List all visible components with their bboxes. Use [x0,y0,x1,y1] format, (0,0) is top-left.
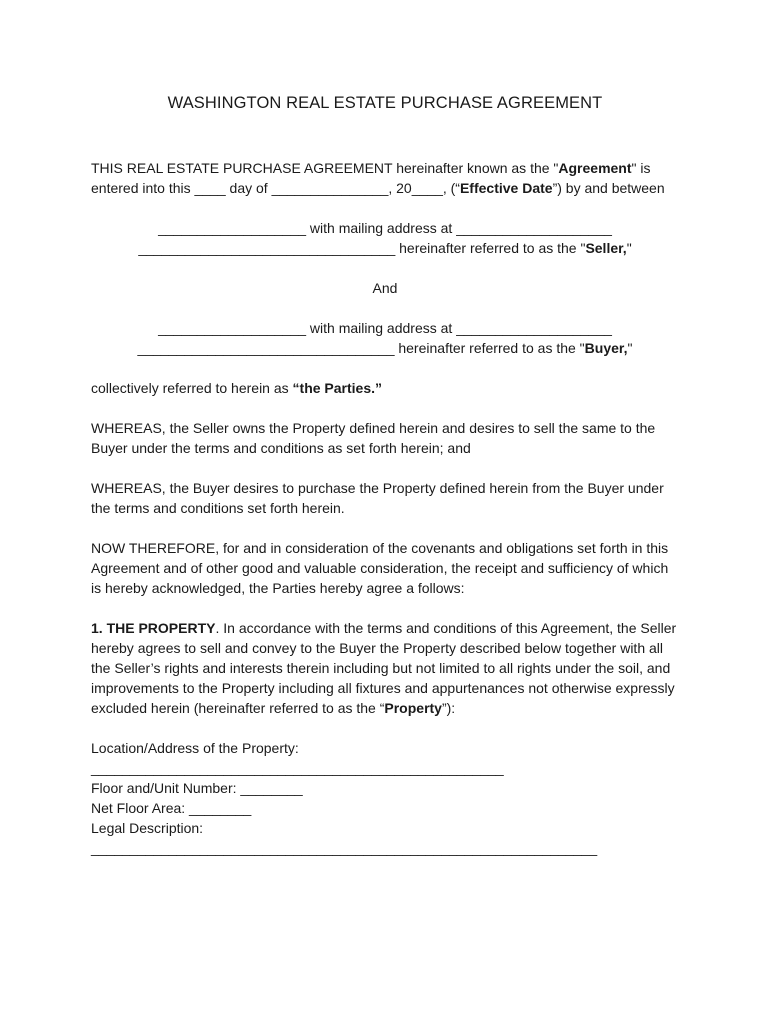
seller-line-2-end: " [626,240,632,256]
property-text: . In accordance with the terms and conditions of this Agreement, the Seller hereby agrees to sell and convey to the Buyer the Property described below together with all the Seller’s rights and interests therein including but not limited to all rights under the soil, and improvements to the Property including all fixtures and appurtenances not otherwise expressly excluded herein (hereinafter referred to as the “ [91,620,677,716]
parties-text: collectively referred to herein as [91,380,293,396]
floor-unit-field[interactable]: Floor and/Unit Number: ________ [91,780,303,796]
whereas-buyer-paragraph: WHEREAS, the Buyer desires to purchase the Property defined herein from the Buyer under the terms and conditions set forth herein. [91,480,664,516]
seller-block [91,218,679,258]
buyer-line-2 [91,338,679,358]
buyer-term: Buyer, [584,340,628,356]
parties-term: “the Parties.” [292,380,383,396]
intro-paragraph [91,158,681,198]
location-label: Location/Address of the Property: [91,740,299,756]
seller-line-2 [91,238,679,258]
legal-description-label: Legal Description: [91,820,204,836]
intro-text-2: " is entered into this ____ day of _______________, 20____, (“ [91,160,651,196]
agreement-term: Agreement [558,160,632,176]
property-term: Property [384,700,442,716]
parties-paragraph [91,378,681,398]
seller-line-1: ___________________ with mailing address at ____________________ [158,220,612,236]
and-separator: And [372,280,398,296]
buyer-line-2-end: " [627,340,633,356]
seller-term: Seller, [585,240,627,256]
intro-text-3: ”) by and between [552,180,665,196]
buyer-line-1: ___________________ with mailing address at ____________________ [158,320,612,336]
net-floor-area-field[interactable]: Net Floor Area: ________ [91,800,252,816]
legal-description-field[interactable]: _________________________________________________________________ [91,840,598,856]
seller-line-2-text: _________________________________ hereinafter referred to as the " [138,240,586,256]
property-fields [91,738,681,858]
property-paragraph [91,618,681,718]
buyer-line-2-text: _________________________________ hereinafter referred to as the " [137,340,585,356]
location-field[interactable]: _____________________________________________________ [91,760,504,776]
whereas-seller-paragraph: WHEREAS, the Seller owns the Property defined herein and desires to sell the same to the Buyer under the terms and conditions as set forth herein; and [91,420,656,456]
document-title: WASHINGTON REAL ESTATE PURCHASE AGREEMENT [167,94,603,112]
now-therefore-paragraph: NOW THEREFORE, for and in consideration of the covenants and obligations set forth in this Agreement and of other good and valuable consideration, the receipt and sufficiency of which is hereby acknowledged, the Parties hereby agree a follows: [91,540,669,596]
effective-date-term: Effective Date [459,180,553,196]
property-heading: 1. THE PROPERTY [91,620,216,636]
intro-text-1: THIS REAL ESTATE PURCHASE AGREEMENT hereinafter known as the " [91,160,559,176]
property-end: ”): [441,700,456,716]
buyer-block [91,318,679,358]
